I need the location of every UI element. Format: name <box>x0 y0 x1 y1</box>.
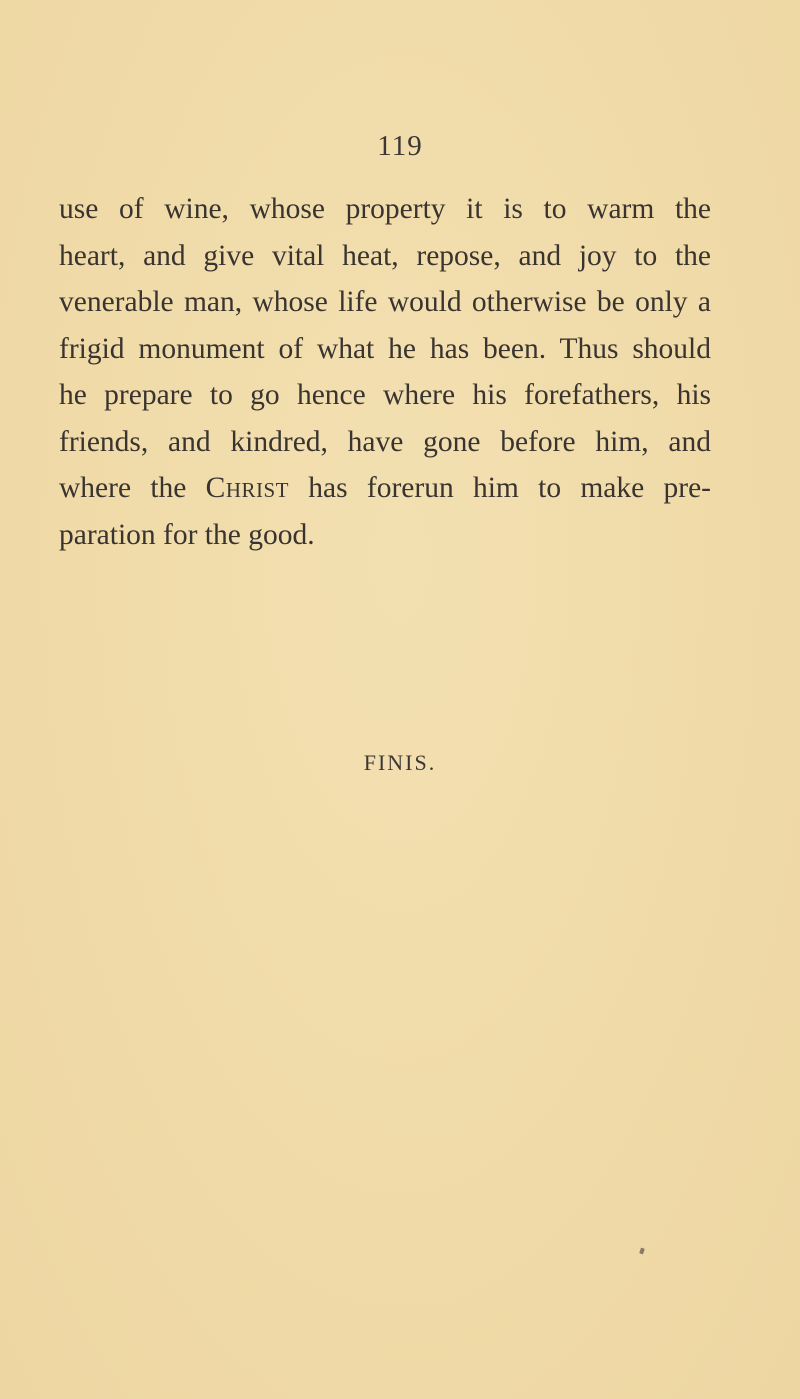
text-line <box>59 465 711 512</box>
text-segment: where the <box>59 472 206 504</box>
finis-label: FINIS. <box>363 750 437 775</box>
ink-speck <box>639 1247 645 1254</box>
text-line: paration for the good. <box>59 518 315 551</box>
page-number: 119 <box>377 130 423 162</box>
text-line: he prepare to go hence where his forefathers, his <box>59 379 711 411</box>
text-line: friends, and kindred, have gone before him, and <box>59 425 711 458</box>
small-caps-word: Christ <box>205 472 290 504</box>
text-line: heart, and give vital heat, repose, and joy to the <box>59 239 711 272</box>
text-segment: has forerun him to make pre- <box>289 472 711 504</box>
text-line: use of wine, whose property it is to warm the <box>59 193 711 225</box>
body-paragraph <box>59 186 711 558</box>
text-line: frigid monument of what he has been. Thus should <box>59 332 711 365</box>
text-line: venerable man, whose life would otherwise be only a <box>59 286 711 318</box>
